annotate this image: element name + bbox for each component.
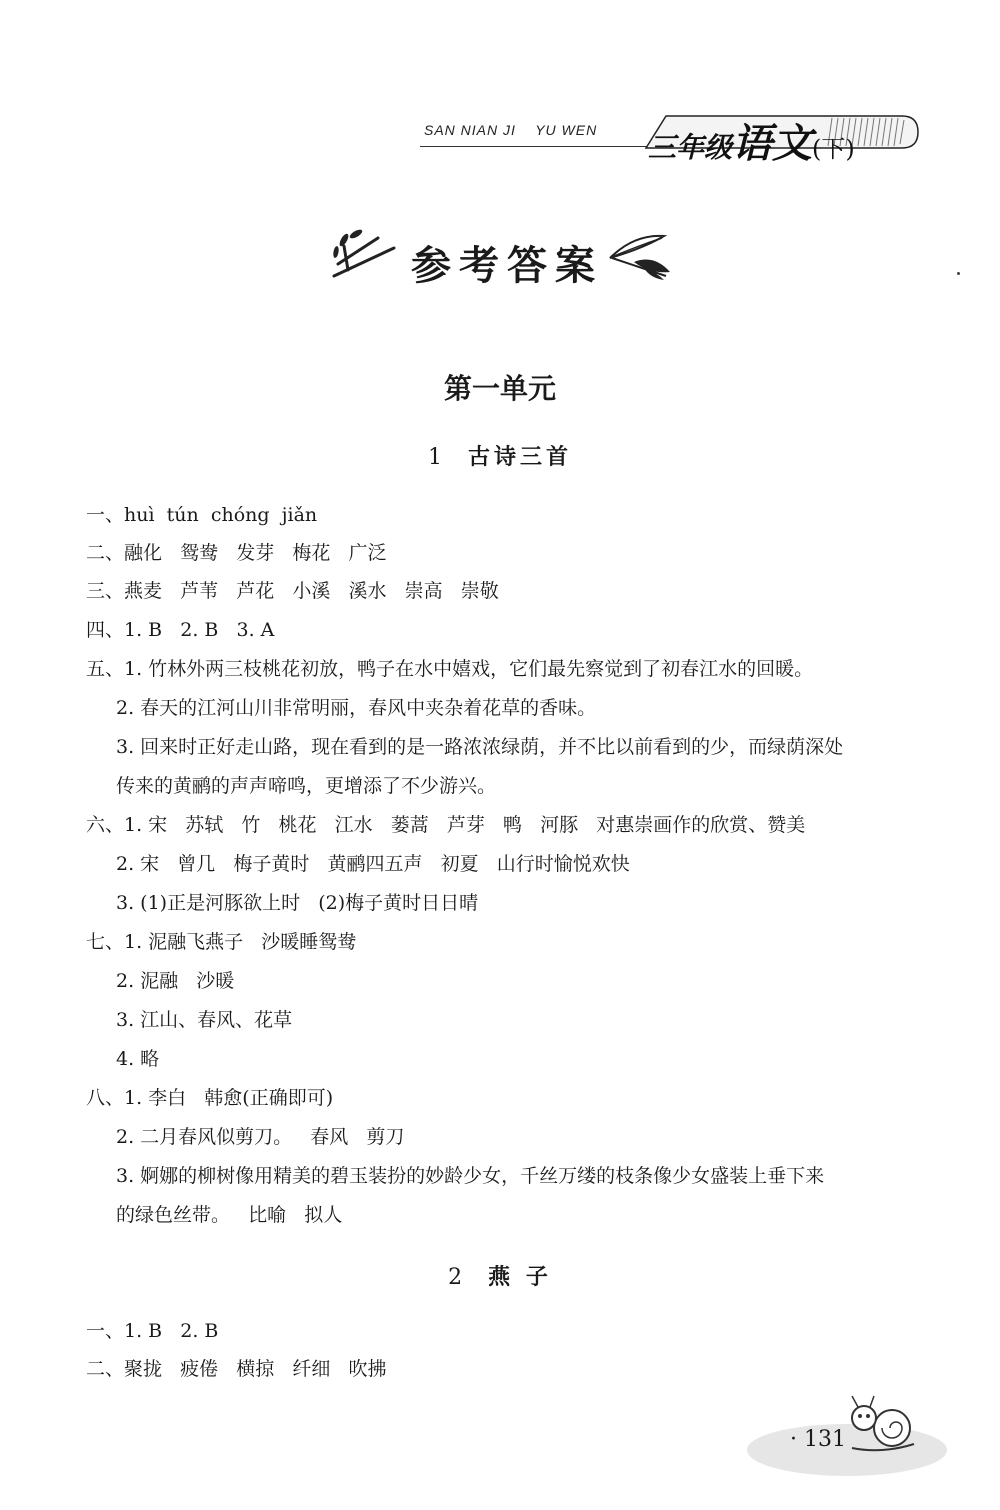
unit-title: 第一单元 bbox=[443, 372, 556, 405]
header-divider bbox=[420, 146, 648, 147]
answer-line: 二、聚拢 疲倦 横掠 纤细 吹拂 bbox=[86, 1358, 387, 1380]
lesson-name: 燕 子 bbox=[488, 1265, 552, 1290]
lesson-number: 2 bbox=[448, 1265, 463, 1290]
answer-line: 2. 春天的江河山川非常明丽，春风中夹杂着花草的香味。 bbox=[116, 697, 597, 719]
header-grade: 三年级 bbox=[648, 131, 733, 164]
lesson-title bbox=[0, 1260, 1000, 1291]
answer-line: 五、1. 竹林外两三枝桃花初放，鸭子在水中嬉戏，它们最先察觉到了初春江水的回暖。 bbox=[86, 658, 814, 680]
lesson-title bbox=[0, 440, 1000, 471]
header-pinyin: SAN NIAN JI YU WEN bbox=[424, 122, 598, 138]
answer-line: 四、1. B 2. B 3. A bbox=[86, 619, 275, 641]
answer-line: 七、1. 泥融飞燕子 沙暖睡鸳鸯 bbox=[86, 931, 357, 953]
answer-line: 3. 婀娜的柳树像用精美的碧玉装扮的妙龄少女，千丝万缕的枝条像少女盛装上垂下来 bbox=[116, 1165, 825, 1187]
lesson-name: 古诗三首 bbox=[467, 445, 572, 470]
speck bbox=[957, 272, 960, 275]
answer-line: 4. 略 bbox=[116, 1048, 160, 1070]
answer-line: 一、1. B 2. B bbox=[86, 1320, 219, 1342]
answer-line: 的绿色丝带。 比喻 拟人 bbox=[116, 1204, 343, 1226]
page-number: · 131 bbox=[790, 1427, 846, 1452]
answer-line: 2. 二月春风似剪刀。 春风 剪刀 bbox=[116, 1126, 405, 1148]
answer-line: 六、1. 宋 苏轼 竹 桃花 江水 蒌蒿 芦芽 鸭 河豚 对惠崇画作的欣赏、赞美 bbox=[86, 814, 806, 836]
page-title: 参考答案 bbox=[411, 243, 603, 289]
answer-line: 传来的黄鹂的声声啼鸣，更增添了不少游兴。 bbox=[116, 775, 497, 797]
answer-line: 2. 宋 曾几 梅子黄时 黄鹂四五声 初夏 山行时愉悦欢快 bbox=[116, 853, 630, 875]
answer-line: 3. (1)正是河豚欲上时 (2)梅子黄时日日晴 bbox=[116, 892, 479, 914]
answer-line: 一、huì tún chóng jiǎn bbox=[86, 504, 318, 526]
header-volume: (下) bbox=[812, 135, 855, 163]
answer-line: 3. 回来时正好走山路，现在看到的是一路浓浓绿荫，并不比以前看到的少，而绿荫深处 bbox=[116, 736, 844, 758]
answer-line: 2. 泥融 沙暖 bbox=[116, 970, 235, 992]
snail-cartoon-icon bbox=[742, 1388, 952, 1484]
answer-line: 3. 江山、春风、花草 bbox=[116, 1009, 293, 1031]
header-badge bbox=[648, 112, 855, 169]
leaf-sprig-icon bbox=[604, 228, 676, 284]
lesson-number: 1 bbox=[427, 445, 442, 470]
bamboo-branch-icon bbox=[328, 226, 400, 284]
answer-line: 三、燕麦 芦苇 芦花 小溪 溪水 崇高 崇敬 bbox=[86, 580, 499, 602]
header-subject: 语文 bbox=[732, 120, 813, 167]
answer-line: 八、1. 李白 韩愈(正确即可) bbox=[86, 1087, 334, 1109]
answer-line: 二、融化 鸳鸯 发芽 梅花 广泛 bbox=[86, 542, 387, 564]
